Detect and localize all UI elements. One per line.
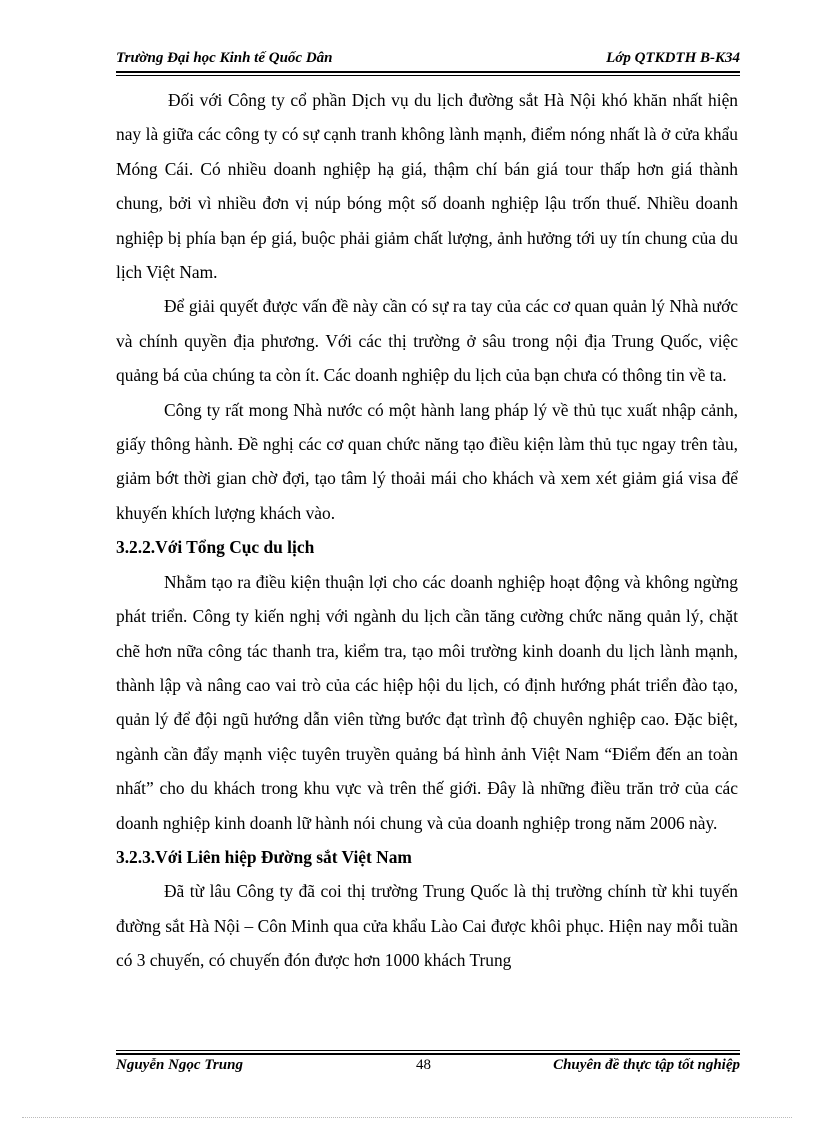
paragraph: Nhằm tạo ra điều kiện thuận lợi cho các doanh nghiệp hoạt động và không ngừng phát triển. Công ty kiến nghị với ngành du lịch cần tăng cường chức năng quản lý, chặt chẽ hơn nữa công tác thanh tra, kiểm tra, tạo môi trường kinh doanh du lịch lành mạnh, thành lập và nâng cao vai trò của các hiệp hội du lịch, có định hướng phát triển đào tạo, quản lý để đội ngũ hướng dẫn viên từng bước đạt trình độ chuyên nghiệp cao. Đặc biệt, ngành cần đẩy mạnh việc tuyên truyền quảng bá hình ảnh Việt Nam “Điểm đến an toàn nhất” cho du khách trong khu vực và trên thế giới. Đây là những điều trăn trở của các doanh nghiệp kinh doanh lữ hành nói chung và của doanh nghiệp trong năm 2006 này.: [116, 571, 738, 833]
page-header: [116, 50, 740, 70]
page-footer: [116, 1057, 740, 1077]
header-class: Lớp QTKDTH B-K34: [606, 50, 740, 66]
paragraph: Công ty rất mong Nhà nước có một hành lang pháp lý về thủ tục xuất nhập cảnh, giấy thông hành. Đề nghị các cơ quan chức năng tạo điều kiện làm thủ tục ngay trên tàu, giảm bớt thời gian chờ đợi, tạo tâm lý thoải mái cho khách và xem xét giảm giá visa để khuyến khích lượng khách vào.: [116, 399, 738, 523]
header-rule-thin: [116, 75, 740, 76]
footer-report-title: Chuyên đề thực tập tốt nghiệp: [553, 1057, 740, 1073]
paragraph: Để giải quyết được vấn đề này cần có sự ra tay của các cơ quan quản lý Nhà nước và chính quyền địa phương. Với các thị trường ở sâu trong nội địa Trung Quốc, việc quảng bá của chúng ta còn ít. Các doanh nghiệp du lịch của bạn chưa có thông tin về ta.: [116, 296, 738, 386]
paragraph: Đối với Công ty cổ phần Dịch vụ du lịch đường sắt Hà Nội khó khăn nhất hiện nay là giữa các công ty có sự cạnh tranh không lành mạnh, điểm nóng nhất là ở cửa khẩu Móng Cái. Có nhiều doanh nghiệp hạ giá, thậm chí bán giá tour thấp hơn giá thành chung, bởi vì nhiều đơn vị núp bóng một số doanh nghiệp lậu trốn thuế. Nhiều doanh nghiệp bị phía bạn ép giá, buộc phải giảm chất lượng, ảnh hưởng tới uy tín chung của du lịch Việt Nam.: [116, 90, 738, 283]
page-bottom-dotted-line: [22, 1117, 792, 1118]
footer-rule-thin: [116, 1050, 740, 1051]
paragraph: Đã từ lâu Công ty đã coi thị trường Trung Quốc là thị trường chính từ khi tuyến đường sắt Hà Nội – Côn Minh qua cửa khẩu Lào Cai được khôi phục. Hiện nay mỗi tuần có 3 chuyến, có chuyến đón được hơn 1000 khách Trung: [116, 881, 738, 971]
header-rule-thick: [116, 71, 740, 73]
header-school: Trường Đại học Kinh tế Quốc Dân: [116, 50, 333, 66]
section-heading: 3.2.2.Với Tổng Cục du lịch: [116, 537, 315, 558]
footer-rule-thick: [116, 1053, 740, 1055]
page-body: [116, 83, 738, 978]
footer-author: Nguyễn Ngọc Trung: [116, 1057, 243, 1073]
section-heading: 3.2.3.Với Liên hiệp Đường sắt Việt Nam: [116, 846, 412, 867]
page-number: 48: [416, 1057, 431, 1073]
